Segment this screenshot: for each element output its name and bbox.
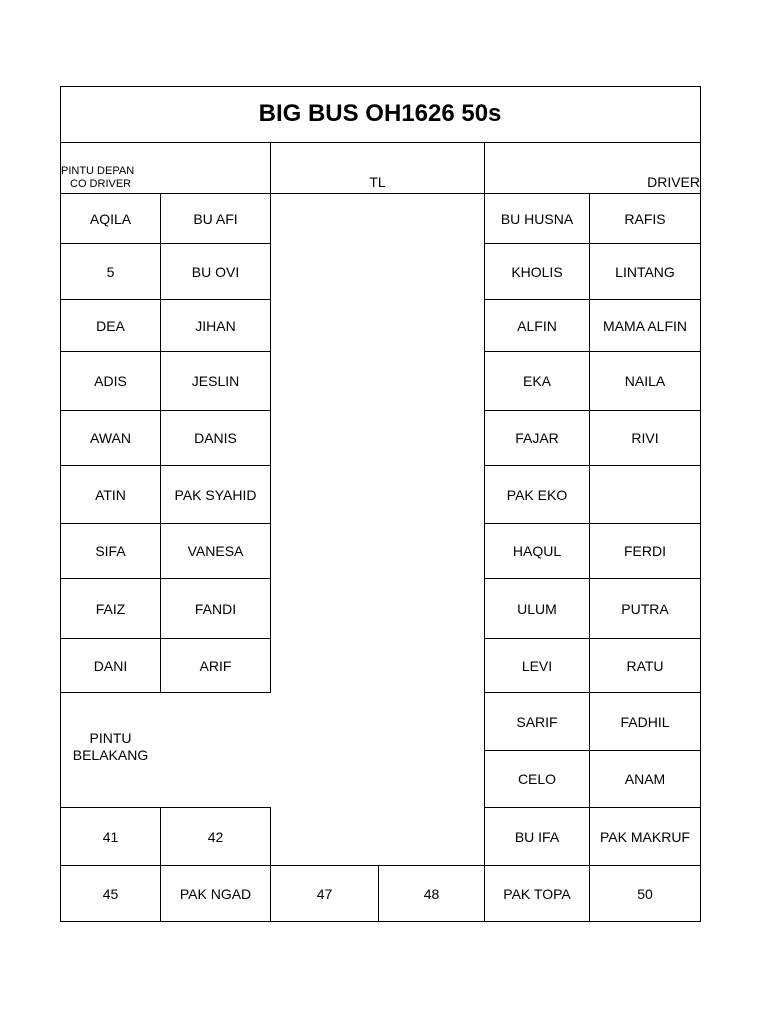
seat-left-window: SIFA — [95, 543, 126, 559]
back-seat-46: PAK NGAD — [179, 885, 252, 902]
seat-left-aisle: JIHAN — [195, 317, 236, 334]
seat-left-window: ADIS — [94, 373, 127, 389]
frame-right — [700, 86, 701, 922]
back-seat-47: 47 — [316, 885, 333, 902]
seat-left-window: AWAN — [90, 430, 131, 446]
seat-left-aisle: BU OVI — [191, 263, 240, 280]
seat-right-aisle: PAK EKO — [506, 486, 568, 503]
seat-right-aisle: ULUM — [517, 600, 557, 617]
title-divider — [60, 142, 701, 143]
seat-left-window: AQILA — [89, 210, 132, 227]
seat-left-window: DANI — [93, 657, 128, 674]
seat-left-window: DEA — [96, 317, 125, 334]
page-title: BIG BUS OH1626 50s — [258, 100, 502, 127]
seat-right-aisle: FAJAR — [515, 430, 559, 446]
seat-left-window: FAIZ — [95, 600, 126, 617]
seat-left-aisle: VANESA — [187, 543, 244, 559]
seat-right-window: FADHIL — [620, 713, 670, 730]
seat-left-aisle: BU AFI — [193, 210, 238, 227]
seat-right-aisle: CELO — [517, 771, 557, 787]
back-seat-48: 48 — [423, 885, 440, 902]
seat-right-window: RIVI — [631, 430, 659, 446]
seat-right-aisle: KHOLIS — [511, 263, 563, 280]
seat-right-window: NAILA — [624, 373, 666, 389]
aisle-left-edge — [270, 142, 271, 692]
seat-41: 41 — [102, 828, 119, 845]
seat-right-window: RAFIS — [624, 210, 666, 227]
seat-left-aisle: DANIS — [194, 430, 237, 446]
co-driver-label: CO DRIVER — [70, 178, 132, 190]
back-seat-45: 45 — [102, 885, 119, 902]
back-door-label-line2: BELAKANG — [72, 747, 149, 763]
seat-left-aisle: ARIF — [199, 657, 232, 674]
seat-left-aisle: FANDI — [194, 600, 237, 617]
seat-right-window: PAK MAKRUF — [600, 828, 690, 845]
back-door-label-line1: PINTU — [89, 730, 132, 746]
seat-right-aisle: BU HUSNA — [500, 210, 574, 227]
seat-right-aisle: HAQUL — [512, 543, 562, 559]
seat-right-aisle: ALFIN — [517, 317, 557, 334]
frame-bottom — [60, 921, 701, 922]
seat-left-aisle: JESLIN — [191, 373, 240, 389]
seat-right-aisle: LEVI — [521, 657, 553, 674]
seat-right-aisle: EKA — [522, 373, 551, 389]
tl-label: TL — [369, 174, 386, 190]
seat-42: 42 — [207, 828, 224, 845]
seat-right-aisle: SARIF — [516, 713, 558, 730]
seat-right-window: FERDI — [624, 543, 666, 559]
left-row-line — [60, 692, 271, 693]
driver-label: DRIVER — [647, 174, 700, 190]
front-door-label: PINTU DEPAN — [61, 165, 135, 177]
seat-right-window: RATU — [626, 657, 664, 674]
seat-right-window: PUTRA — [621, 600, 669, 617]
back-seat-50: 50 — [637, 885, 653, 902]
seat-right-window — [590, 466, 700, 523]
seat-right-window: ANAM — [624, 771, 666, 787]
seat-right-window: LINTANG — [615, 263, 675, 280]
seat-left-window: 5 — [106, 263, 115, 280]
back-seat-49: PAK TOPA — [503, 885, 571, 902]
seat-left-window: ATIN — [95, 486, 126, 503]
seat-right-aisle: BU IFA — [514, 828, 560, 845]
seat-left-aisle: PAK SYAHID — [174, 486, 257, 503]
seat-right-window: MAMA ALFIN — [602, 317, 688, 334]
